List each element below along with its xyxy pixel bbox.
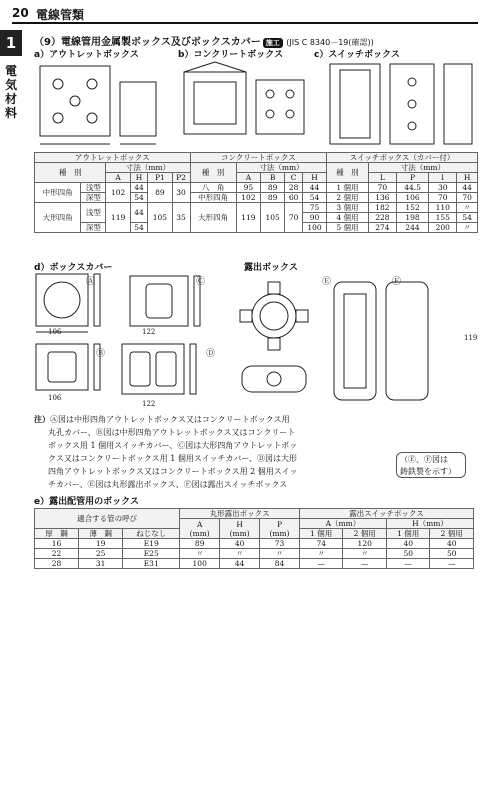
col-header: H xyxy=(302,173,326,183)
note-line: 四角アウトレットボックス又はコンクリートボックス用 2 個用スイッ xyxy=(48,467,298,476)
exposed-round-box-drawing xyxy=(240,282,308,392)
table-row: 深型 54 中形四角 102 89 60 54 2 個用 136 106 70 70 xyxy=(35,193,478,203)
col-header: H xyxy=(130,173,148,183)
col-header: L xyxy=(368,173,396,183)
switch-box-drawing xyxy=(330,64,472,144)
exposed-switch-box-drawing xyxy=(334,282,428,400)
dim-header: 寸法（mm） xyxy=(106,163,190,173)
dim-106: 106 xyxy=(48,328,62,336)
mark-f: Ⓕ xyxy=(392,277,402,287)
page-number: 20 xyxy=(12,6,29,20)
col-header: P xyxy=(396,173,428,183)
table-row: 90 4 個用 228 198 155 54 xyxy=(35,213,478,223)
mark-a: Ⓐ xyxy=(86,277,96,287)
dim-122: 122 xyxy=(142,328,156,336)
kind-header: 種 別 xyxy=(190,163,236,183)
col-header: B xyxy=(261,173,285,183)
cast-iron-note-box: （Ⓔ、Ⓕ図は 鋳鉄製を示す） xyxy=(396,452,466,478)
note-line: クス又はコンクリートボックス用 1 個用スイッチカバー、Ⓓ図は大形 xyxy=(48,454,298,463)
box-dimensions-table xyxy=(34,152,478,233)
kind-header: 種 別 xyxy=(327,163,369,183)
chapter-tab: 1 xyxy=(0,30,22,56)
standard-ref: (JIS C 8340－19(確認)) xyxy=(286,38,374,47)
cover-b-drawing xyxy=(36,344,100,390)
table-row: 大形四角 浅型 119 44 105 35 大形四角 119 105 70 75 3 個用 182 152 110 〃 xyxy=(35,203,478,213)
switch-group-header: 露出スイッチボックス xyxy=(299,509,473,519)
note-line: チカバー、Ⓔ図は丸形露出ボックス、Ⓕ図は露出スイッチボックス xyxy=(48,480,288,489)
pipe-header: 適合する管の呼び xyxy=(35,509,180,529)
figure-d-label: d）ボックスカバー xyxy=(34,263,113,273)
figure-a-label: a）アウトレットボックス xyxy=(34,50,139,60)
page-header-title: 電線管類 xyxy=(36,8,85,22)
section-title-text: （9）電線管用金属製ボックス及びボックスカバー xyxy=(34,37,261,48)
figure-b-label: b）コンクリートボックス xyxy=(178,50,284,60)
col-header: P2 xyxy=(172,173,190,183)
col-header: l xyxy=(429,173,457,183)
cover-d-drawing xyxy=(122,344,196,394)
outlet-box-drawing xyxy=(40,66,156,144)
col-header: C xyxy=(285,173,303,183)
table-row: 16 19 E19 89 40 73 74 120 40 40 xyxy=(35,539,474,549)
box-figures-row xyxy=(34,58,480,150)
kind-header: 種 別 xyxy=(35,163,106,183)
table-row: 中形四角 浅型 102 44 89 30 八 角 95 89 28 44 1 個用 70 44.5 30 44 xyxy=(35,183,478,193)
figure-c-label: c）スイッチボックス xyxy=(314,50,400,60)
cover-c-drawing xyxy=(130,276,200,326)
dim-119: 119 xyxy=(464,334,478,342)
table-row: 28 31 E31 100 44 84 — — — — xyxy=(35,559,474,569)
mark-b: Ⓑ xyxy=(96,349,106,359)
note-line: 注）Ⓐ図は中形四角アウトレットボックス又はコンクリートボックス用 xyxy=(34,414,290,424)
round-group-header: 丸形露出ボックス xyxy=(180,509,300,519)
figure-e-label: e）露出配管用のボックス xyxy=(34,497,140,507)
dim-header: 寸法（mm） xyxy=(368,163,477,173)
table-row: 深型 54 100 5 個用 274 244 200 〃 xyxy=(35,223,478,233)
col-header: H xyxy=(457,173,478,183)
dim-106-b: 106 xyxy=(48,394,62,402)
dim-122-d: 122 xyxy=(142,400,156,408)
group-switch: スイッチボックス（カバー付） xyxy=(327,153,478,163)
table-row: 22 25 E25 〃 〃 〃 〃 〃 50 50 xyxy=(35,549,474,559)
header-rule xyxy=(12,22,478,24)
group-concrete: コンクリートボックス xyxy=(190,153,327,163)
exposed-box-table: 適合する管の呼び 丸形露出ボックス 露出スイッチボックス A (mm) H (mm) P (mm) A（mm） H（mm） 厚 鋼 薄 鋼 ねじなし 1 個用 2 個用 1 個用 2 個用 16 19 E19 89 40 73 74 120 40 40 22 25 E25 〃 〃 〃 〃 〃 50 50 28 31 E31 100 44 84 — — — — xyxy=(34,508,474,569)
figure-exposed-label: 露出ボックス xyxy=(244,263,298,273)
note-line: 丸孔カバー、Ⓑ図は中形四角アウトレットボックス又はコンクリート xyxy=(48,428,296,437)
mark-d: Ⓓ xyxy=(206,349,216,359)
group-outlet: アウトレットボックス xyxy=(35,153,191,163)
mark-e: Ⓔ xyxy=(322,277,332,287)
mark-c: Ⓒ xyxy=(196,277,206,287)
note-line: ボックス用 1 個用スイッチカバー、Ⓒ図は大形四角アウトレットボッ xyxy=(48,441,298,450)
concrete-box-drawing xyxy=(184,62,304,134)
chapter-side-label: 電気材料 xyxy=(4,64,17,120)
col-header: A xyxy=(236,173,260,183)
section-title xyxy=(34,33,374,48)
col-header: P1 xyxy=(148,173,172,183)
cover-figures xyxy=(34,272,480,412)
col-header: A xyxy=(106,173,130,183)
construction-badge: 施工 xyxy=(263,38,283,48)
dim-header: 寸法（mm） xyxy=(236,163,326,173)
